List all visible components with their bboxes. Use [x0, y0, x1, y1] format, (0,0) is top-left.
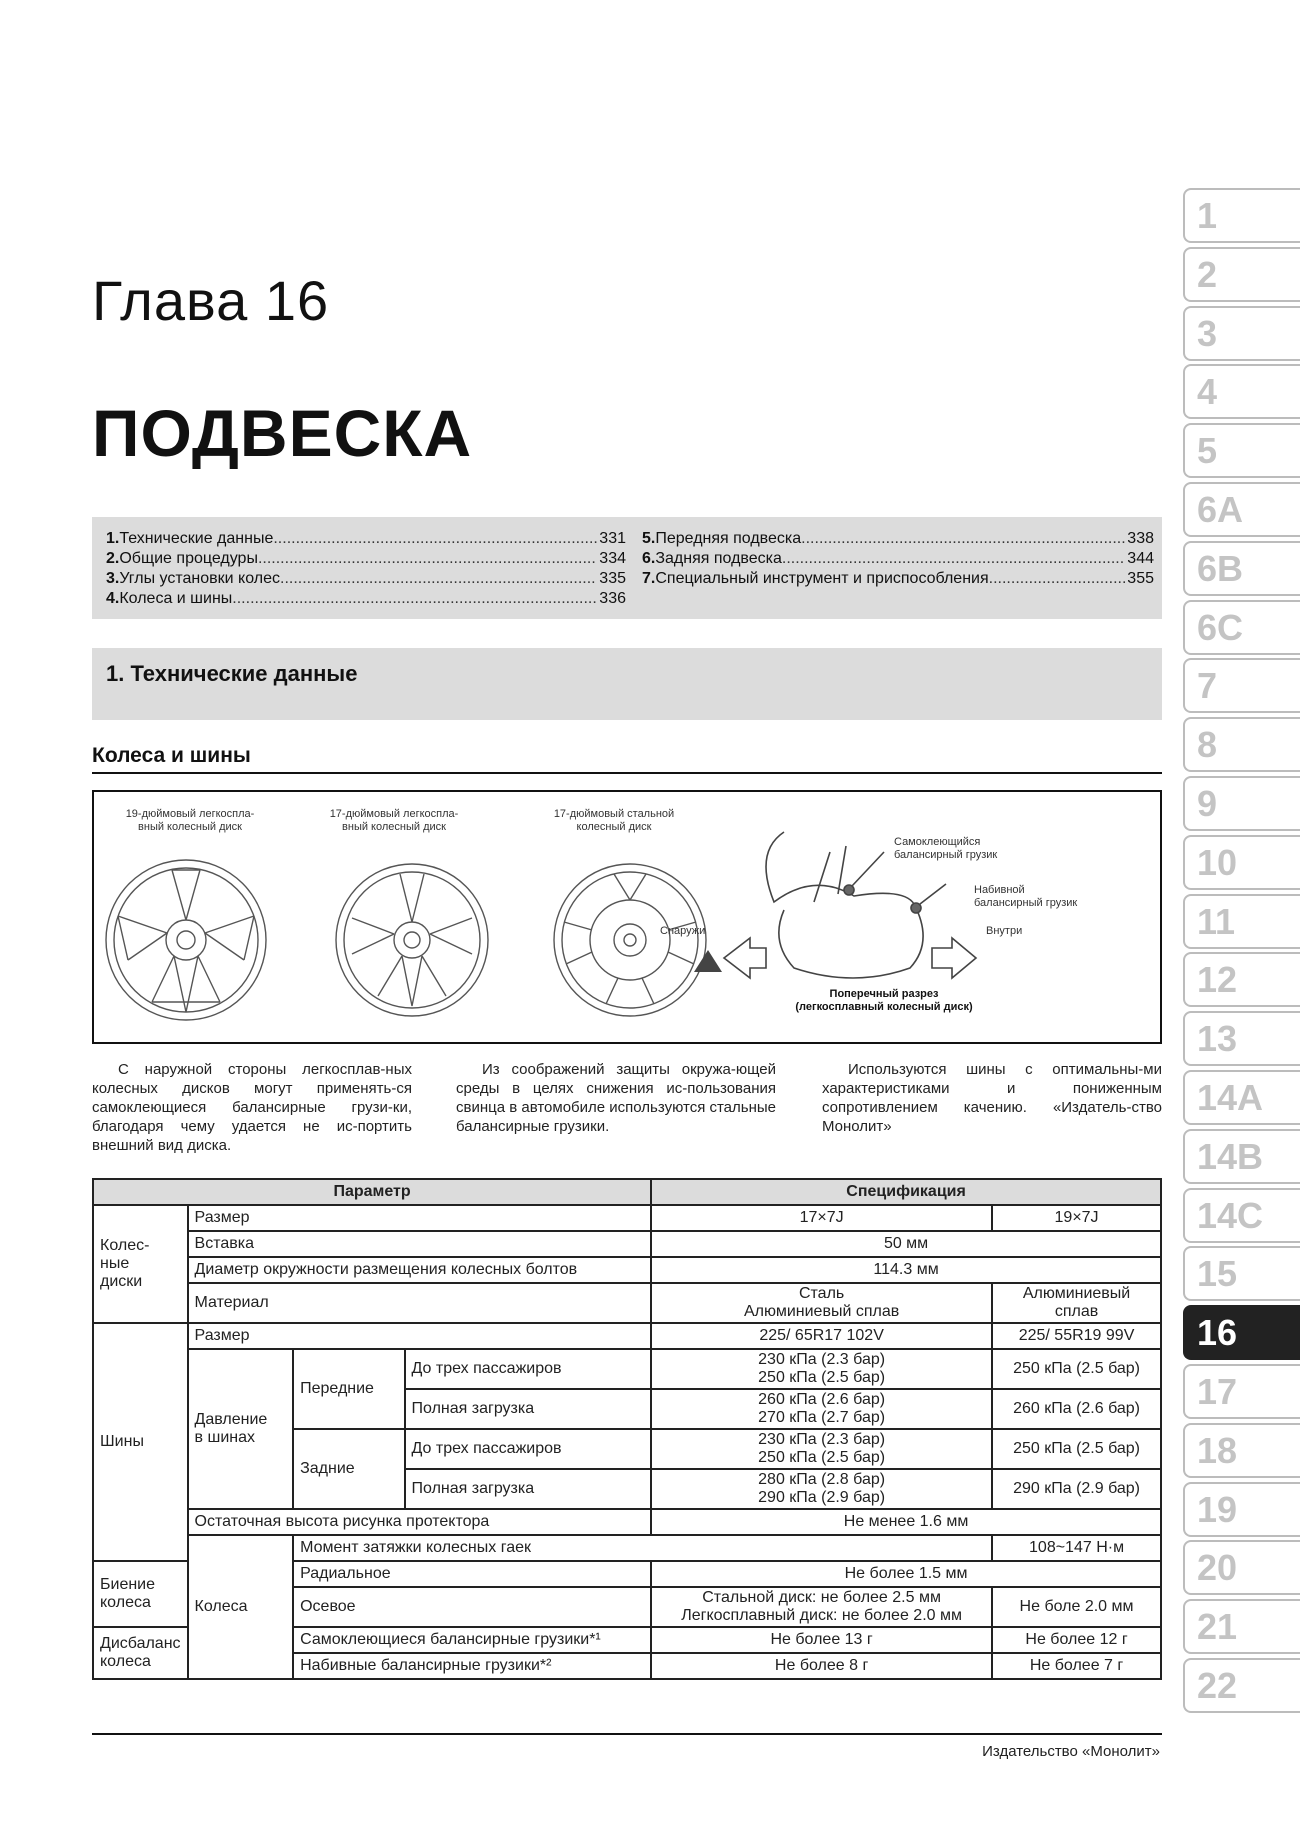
chapter-tab-2[interactable]: 2 — [1183, 247, 1300, 302]
rear-full-19: 290 кПа (2.9 бар) — [992, 1469, 1161, 1509]
tire-size-17: 225/ 65R17 102V — [651, 1323, 992, 1349]
disk-size-label: Размер — [188, 1205, 652, 1231]
rear-three-17: 230 кПа (2.3 бар) 250 кПа (2.5 бар) — [651, 1429, 992, 1469]
radial-value: Не более 1.5 мм — [651, 1561, 1161, 1587]
chapter-tab-6c[interactable]: 6C — [1183, 600, 1300, 655]
toc-leader-dots — [258, 549, 597, 569]
front-full-label: Полная загрузка — [405, 1389, 652, 1429]
front-full-19: 260 кПа (2.6 бар) — [992, 1389, 1161, 1429]
chapter-tab-17[interactable]: 17 — [1183, 1364, 1300, 1419]
toc-item-title: Специальный инструмент и приспособления — [655, 570, 989, 587]
wheel2-caption: 17-дюймовый легкоспла- вный колесный диск — [329, 808, 459, 833]
toc-item-page: 355 — [1127, 570, 1154, 587]
tread-label: Остаточная высота рисунка протектора — [188, 1509, 652, 1535]
toc-item-number: 7. — [642, 570, 656, 587]
table-row — [93, 1349, 1161, 1389]
table-row — [93, 1323, 1161, 1349]
header-specification: Спецификация — [651, 1179, 1161, 1205]
toc-item-title: Передняя подвеска — [655, 530, 802, 547]
chapter-tab-15[interactable]: 15 — [1183, 1246, 1300, 1301]
chapter-tab-9[interactable]: 9 — [1183, 776, 1300, 831]
toc-item-title: Технические данные — [119, 530, 274, 547]
subsection-title: Колеса и шины — [92, 744, 251, 767]
axial-17: Стальной диск: не более 2.5 мм Легкосплавный диск: не более 2.0 мм — [651, 1587, 992, 1627]
adhesive-weights-19: Не более 12 г — [992, 1627, 1161, 1653]
cross-section-caption: Поперечный разрез (легкосплавный колесный диск) — [795, 988, 973, 1013]
chapter-tab-7[interactable]: 7 — [1183, 658, 1300, 713]
wheel1-caption: 19-дюймовый легкоспла- вный колесный диск — [125, 808, 255, 833]
outside-label: Снаружи — [660, 925, 706, 937]
chapter-tab-14b[interactable]: 14B — [1183, 1129, 1300, 1184]
paragraph-3: Используются шины с оптимальны-ми характеристиками и пониженным сопротивлением качению. «Издатель-ство Монолит» — [822, 1061, 1162, 1135]
toc-item-number: 1. — [106, 530, 120, 547]
table-row — [93, 1257, 1161, 1283]
outside-arrow — [724, 938, 766, 978]
toc-item-page: 331 — [599, 530, 626, 547]
toc-item-page: 336 — [599, 590, 626, 607]
clipon-weights-19: Не более 7 г — [992, 1653, 1161, 1679]
publisher-footer: Издательство «Монолит» — [982, 1743, 1160, 1760]
toc-item-title: Колеса и шины — [119, 590, 233, 607]
toc-item-number: 5. — [642, 530, 656, 547]
chapter-tab-14c[interactable]: 14C — [1183, 1188, 1300, 1243]
wheels-group: Колеса — [188, 1535, 294, 1679]
chapter-tab-18[interactable]: 18 — [1183, 1423, 1300, 1478]
toc-item[interactable] — [106, 529, 626, 549]
rear-three-19: 250 кПа (2.5 бар) — [992, 1429, 1161, 1469]
table-of-contents — [92, 517, 1162, 619]
radial-label: Радиальное — [293, 1561, 651, 1587]
wheels-figure — [92, 790, 1162, 1044]
table-header-row — [93, 1179, 1161, 1205]
disk-pcd-value: 114.3 мм — [651, 1257, 1161, 1283]
toc-item-title: Общие процедуры — [119, 550, 258, 567]
tread-value: Не менее 1.6 мм — [651, 1509, 1161, 1535]
publisher-logo — [694, 950, 722, 972]
front-full-17: 260 кПа (2.6 бар) 270 кПа (2.7 бар) — [651, 1389, 992, 1429]
toc-item[interactable] — [106, 549, 626, 569]
torque-value: 108~147 Н·м — [992, 1535, 1161, 1561]
chapter-title: ПОДВЕСКА — [92, 396, 473, 470]
tires-group: Шины — [93, 1323, 188, 1561]
toc-leader-dots — [280, 569, 597, 589]
chapter-tab-16[interactable]: 16 — [1183, 1305, 1300, 1360]
chapter-tab-21[interactable]: 21 — [1183, 1599, 1300, 1654]
toc-leader-dots — [232, 589, 597, 609]
imbalance-label: Дисбаланс колеса — [93, 1627, 188, 1679]
chapter-tab-4[interactable]: 4 — [1183, 364, 1300, 419]
paragraph-1: С наружной стороны легкосплав-ных колесных дисков могут применять-ся самоклеющиеся балансирные грузи-ки, благодаря чему удается не ис-портить внешний вид диска. — [92, 1061, 412, 1154]
disk-size-19: 19×7J — [992, 1205, 1161, 1231]
disk-offset-value: 50 мм — [651, 1231, 1161, 1257]
clipon-weights-label: Набивные балансирные грузики*² — [293, 1653, 651, 1679]
chapter-tab-8[interactable]: 8 — [1183, 717, 1300, 772]
table-row — [93, 1283, 1161, 1323]
footer-rule — [92, 1733, 1162, 1735]
disk-pcd-label: Диаметр окружности размещения колесных болтов — [188, 1257, 652, 1283]
toc-item-number: 2. — [106, 550, 120, 567]
section-header — [92, 648, 1162, 720]
toc-item-page: 344 — [1127, 550, 1154, 567]
toc-item-number: 3. — [106, 570, 120, 587]
adhesive-weights-label: Самоклеющиеся балансирные грузики*¹ — [293, 1627, 651, 1653]
chapter-tab-22[interactable]: 22 — [1183, 1658, 1300, 1713]
toc-item-page: 334 — [599, 550, 626, 567]
chapter-tab-10[interactable]: 10 — [1183, 835, 1300, 890]
alloy-wheel-19-drawing — [106, 860, 266, 1020]
toc-leader-dots — [801, 529, 1125, 549]
clipon-weights-17: Не более 8 г — [651, 1653, 992, 1679]
disk-size-17: 17×7J — [651, 1205, 992, 1231]
self-adhesive-weight-label: Самоклеющийся балансирный грузик — [894, 836, 998, 861]
adhesive-weights-17: Не более 13 г — [651, 1627, 992, 1653]
toc-item-page: 338 — [1127, 530, 1154, 547]
chapter-tab-1[interactable]: 1 — [1183, 188, 1300, 243]
toc-leader-dots — [782, 549, 1125, 569]
front-three-17: 230 кПа (2.3 бар) 250 кПа (2.5 бар) — [651, 1349, 992, 1389]
chapter-tabs — [1183, 188, 1300, 1717]
chapter-tab-13[interactable]: 13 — [1183, 1011, 1300, 1066]
chapter-tab-6b[interactable]: 6B — [1183, 541, 1300, 596]
disk-material-label: Материал — [188, 1283, 652, 1323]
toc-item-title: Задняя подвеска — [655, 550, 782, 567]
clip-on-weight-label: Набивной балансирный грузик — [974, 884, 1078, 909]
chapter-label: Глава 16 — [92, 269, 330, 332]
disk-offset-label: Вставка — [188, 1231, 652, 1257]
toc-leader-dots — [989, 569, 1126, 589]
tire-size-19: 225/ 55R19 99V — [992, 1323, 1161, 1349]
chapter-tab-12[interactable]: 12 — [1183, 952, 1300, 1007]
front-three-label: До трех пассажиров — [405, 1349, 652, 1389]
steel-wheel-17-drawing — [554, 864, 706, 1016]
chapter-tab-3[interactable]: 3 — [1183, 306, 1300, 361]
toc-left-column — [106, 529, 626, 609]
axial-label: Осевое — [293, 1587, 651, 1627]
chapter-tab-11[interactable]: 11 — [1183, 894, 1300, 949]
chapter-tab-19[interactable]: 19 — [1183, 1482, 1300, 1537]
disk-material-19: Алюминиевый сплав — [992, 1283, 1161, 1323]
disks-group: Колес- ные диски — [93, 1205, 188, 1323]
chapter-tab-5[interactable]: 5 — [1183, 423, 1300, 478]
toc-item-page: 335 — [599, 570, 626, 587]
toc-item-number: 6. — [642, 550, 656, 567]
rear-three-label: До трех пассажиров — [405, 1429, 652, 1469]
toc-leader-dots — [273, 529, 597, 549]
wheel3-caption: 17-дюймовый стальной колесный диск — [553, 808, 675, 833]
pressure-label: Давление в шинах — [188, 1349, 294, 1509]
front-label: Передние — [293, 1349, 404, 1429]
chapter-tab-14a[interactable]: 14A — [1183, 1070, 1300, 1125]
section-title: 1. Технические данные — [106, 661, 358, 686]
chapter-tab-20[interactable]: 20 — [1183, 1540, 1300, 1595]
inside-label: Внутри — [986, 925, 1023, 937]
toc-right-column — [642, 529, 1154, 589]
chapter-tab-6a[interactable]: 6A — [1183, 482, 1300, 537]
toc-item-title: Углы установки колес — [119, 570, 280, 587]
toc-item[interactable] — [642, 569, 1154, 589]
rear-full-label: Полная загрузка — [405, 1469, 652, 1509]
tire-size-label: Размер — [188, 1323, 652, 1349]
torque-label: Момент затяжки колесных гаек — [293, 1535, 992, 1561]
disk-material-17: Сталь Алюминиевый сплав — [651, 1283, 992, 1323]
paragraph-2: Из соображений защиты окружа-ющей среды в целях снижения ис-пользования свинца в автомобиле используются стальные балансирные грузики. — [456, 1061, 777, 1135]
specifications-table — [92, 1178, 1162, 1680]
toc-item[interactable] — [106, 589, 626, 609]
rear-label: Задние — [293, 1429, 404, 1509]
toc-item[interactable] — [642, 529, 1154, 549]
table-row — [93, 1535, 1161, 1561]
runout-label: Биение колеса — [93, 1561, 188, 1627]
table-row — [93, 1205, 1161, 1231]
toc-item-number: 4. — [106, 590, 120, 607]
table-row — [93, 1231, 1161, 1257]
rear-full-17: 280 кПа (2.8 бар) 290 кПа (2.9 бар) — [651, 1469, 992, 1509]
axial-19: Не боле 2.0 мм — [992, 1587, 1161, 1627]
header-parameter: Параметр — [93, 1179, 651, 1205]
toc-item[interactable] — [642, 549, 1154, 569]
front-three-19: 250 кПа (2.5 бар) — [992, 1349, 1161, 1389]
inside-arrow — [932, 938, 976, 978]
subsection-rule — [92, 772, 1162, 774]
table-row — [93, 1509, 1161, 1535]
alloy-wheel-17-drawing — [336, 864, 488, 1016]
toc-item[interactable] — [106, 569, 626, 589]
